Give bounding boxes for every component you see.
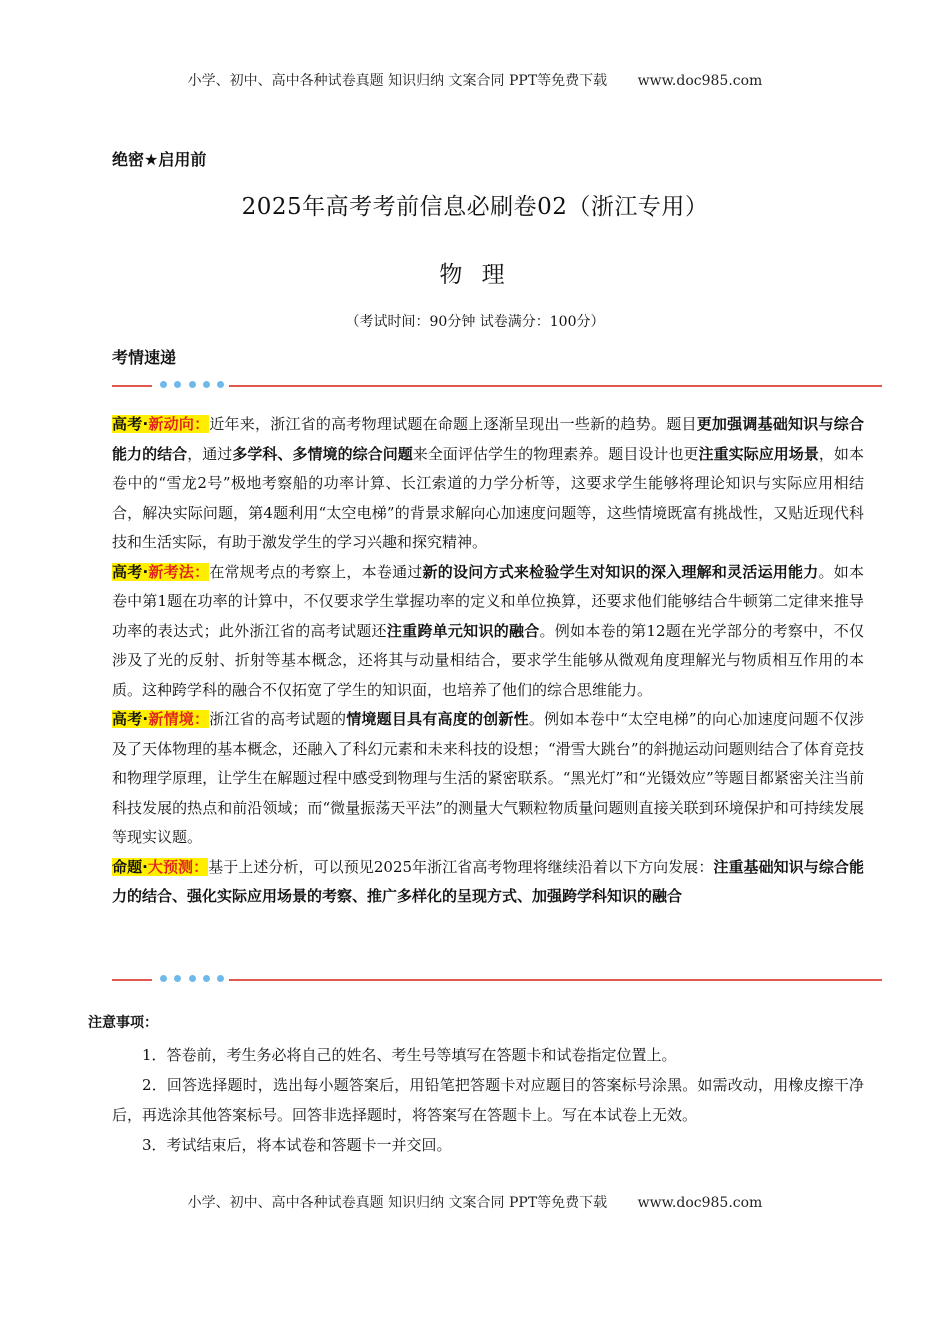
highlight-label: 高考·新考法： xyxy=(112,562,210,581)
notice-item: 1．答卷前，考生务必将自己的姓名、考生号等填写在答题卡和试卷指定位置上。 xyxy=(142,1046,677,1064)
bold-text: 新的设问方式来检验学生对知识的深入理解和灵活运用能力 xyxy=(422,562,819,581)
secret-label: 绝密★启用前 xyxy=(112,150,207,169)
footer-url[interactable]: www.doc985.com xyxy=(637,1195,763,1211)
divider-dot xyxy=(189,975,196,982)
footer-text: 小学、初中、高中各种试卷真题 知识归纳 文案合同 PPT等免费下载 xyxy=(187,1195,608,1211)
divider-dot xyxy=(203,975,210,982)
section-title: 考情速递 xyxy=(112,348,177,367)
paragraph-new-context: 高考·新情境：浙江省的高考试题的情境题目具有高度的创新性。例如本卷中“太空电梯”的向心加速度问题不仅涉及了天体物理的基本概念，还融入了科幻元素和未来科技的设想；“滑雪大跳台”的斜抛运动问题则结合了体育竞技和物理学原理，让学生在解题过程中感受到物理与生活的紧密联系。“黑光灯”和“光镊效应”等题目都紧密关注当前科技发展的热点和前沿领域；而“微量振荡天平法”的测量大气颗粒物质量问题则直接关联到环境保护和可持续发展等现实议题。 xyxy=(112,710,864,846)
subject-title: 物 理 xyxy=(439,262,511,288)
bold-text: 注重实际应用场景 xyxy=(698,444,819,463)
notice-item: 3．考试结束后，将本试卷和答题卡一并交回。 xyxy=(142,1136,452,1154)
bold-text: 更加强调基础知识与综合能力的结合 xyxy=(112,415,864,463)
decorative-divider xyxy=(112,974,882,986)
divider-dot xyxy=(174,381,181,388)
bold-text: 多学科、多情境的综合问题 xyxy=(232,444,413,463)
bold-text: 情境题目具有高度的创新性 xyxy=(346,710,529,728)
analysis-body xyxy=(112,410,864,912)
divider-dot xyxy=(217,381,224,388)
exam-info: （考试时间：90分钟 试卷满分：100分） xyxy=(345,314,605,330)
divider-dot xyxy=(217,975,224,982)
bold-text: 注重跨单元知识的融合 xyxy=(386,621,540,640)
header-text: 小学、初中、高中各种试卷真题 知识归纳 文案合同 PPT等免费下载 xyxy=(187,73,608,89)
highlight-label: 高考·新情境： xyxy=(112,710,210,728)
paragraph-new-method: 高考·新考法：在常规考点的考察上，本卷通过新的设问方式来检验学生对知识的深入理解和灵活运用能力。如本卷中第1题在功率的计算中，不仅要求学生掌握功率的定义和单位换算，还要求他们能够结合牛顿第二定律来推导功率的表达式；此外浙江省的高考试题还注重跨单元知识的融合。例如本卷的第12题在光学部分的考察中，不仅涉及了光的反射、折射等基本概念，还将其与动量相结合，要求学生能够从微观角度理解光与物质相互作用的本质。这种跨学科的融合不仅拓宽了学生的知识面，也培养了他们的综合思维能力。 xyxy=(112,562,864,699)
highlight-label: 高考·新动向： xyxy=(112,415,210,433)
page-footer xyxy=(0,1192,950,1212)
divider-dot xyxy=(160,381,167,388)
divider-dot xyxy=(189,381,196,388)
notice-list xyxy=(112,1040,864,1160)
divider-dot xyxy=(174,975,181,982)
notice-item: 2．回答选择题时，选出每小题答案后，用铅笔把答题卡对应题目的答案标号涂黑。如需改动，用橡皮擦干净后，再选涂其他答案标号。回答非选择题时，将答案写在答题卡上。写在本试卷上无效。 xyxy=(112,1076,864,1124)
page-title: 2025年高考考前信息必刷卷02（浙江专用） xyxy=(241,194,709,220)
paragraph-new-trend: 高考·新动向：近年来，浙江省的高考物理试题在命题上逐渐呈现出一些新的趋势。题目更加强调基础知识与综合能力的结合，通过多学科、多情境的综合问题来全面评估学生的物理素养。题目设计也更注重实际应用场景，如本卷中的“雪龙2号”极地考察船的功率计算、长江索道的力学分析等，这要求学生能够将理论知识与实际应用相结合，解决实际问题，第4题利用“太空电梯”的背景求解向心加速度问题等，这些情境既富有挑战性，又贴近现代科技和生活实际，有助于激发学生的学习兴趣和探究精神。 xyxy=(112,415,864,551)
highlight-label: 命题·大预测： xyxy=(112,857,209,876)
bold-text: 注重基础知识与综合能力的结合、强化实际应用场景的考察、推广多样化的呈现方式、加强跨学科知识的融合 xyxy=(112,857,864,905)
header-url[interactable]: www.doc985.com xyxy=(637,73,763,89)
page-header xyxy=(0,70,950,90)
paragraph-prediction: 命题·大预测：基于上述分析，可以预见2025年浙江省高考物理将继续沿着以下方向发展：注重基础知识与综合能力的结合、强化实际应用场景的考察、推广多样化的呈现方式、加强跨学科知识的融合 xyxy=(112,857,864,905)
decorative-divider xyxy=(112,380,882,392)
notice-title: 注意事项： xyxy=(88,1015,158,1031)
divider-dot xyxy=(160,975,167,982)
divider-dot xyxy=(203,381,210,388)
